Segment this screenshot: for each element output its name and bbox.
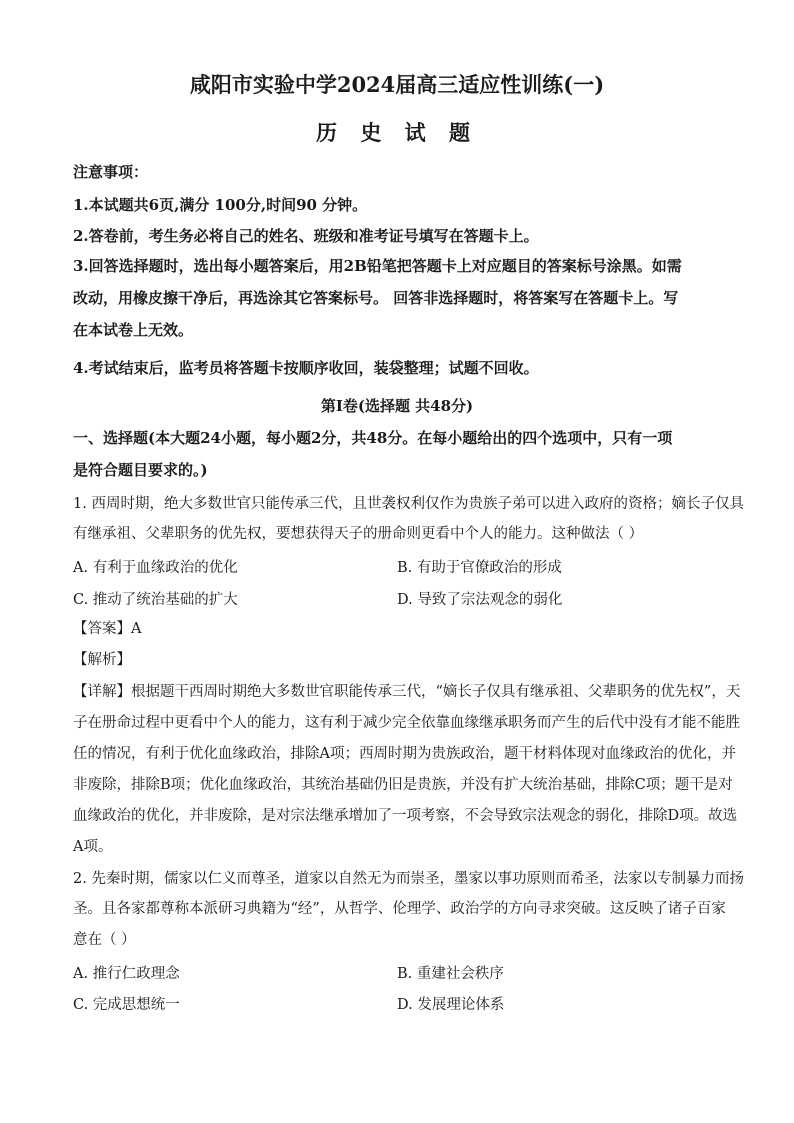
q1-detail-text-1: 根据题干西周时期绝大多数世官职能传承三代，“嫡长子仅具有继承祖、父辈职务的优先权”，天 [131, 684, 741, 700]
q2-option-c: C. 完成思想统一 [73, 997, 180, 1013]
notice-item-3-line-3: 在本试卷上无效。 [73, 321, 194, 339]
q1-detail-line-1 [73, 682, 741, 702]
q2-stem-line-3: 意在（ ） [73, 932, 136, 948]
q1-detail-line-5: 血缘政治的优化，并非废除，是对宗法继承增加了一项考察，不会导致宗法观念的弱化，排除D项。故选 [73, 808, 738, 824]
q2-stem-line-2: 圣。且各家都尊称本派研习典籍为“经”，从哲学、伦理学、政治学的方向寻求突破。这反映了诸子百家 [73, 901, 726, 917]
q1-stem-line-1: 1. 西周时期，绝大多数世官只能传承三代，且世袭权利仅作为贵族子弟可以进入政府的资格；嫡长子仅具 [73, 496, 744, 512]
answer-tag: 【答案】 [73, 621, 131, 637]
q1-detail-line-4: 非废除，排除B项；优化血缘政治，其统治基础仍旧是贵族，并没有扩大统治基础，排除C项；题干是对 [73, 777, 733, 793]
q2-stem-line-1: 2. 先秦时期，儒家以仁义而尊圣，道家以自然无为而崇圣，墨家以事功原则而希圣，法家以专制暴力而扬 [73, 871, 744, 887]
q1-option-a: A. 有利于血缘政治的优化 [73, 560, 238, 576]
q1-detail-line-3: 任的情况，有利于优化血缘政治，排除A项；西周时期为贵族政治，题干材料体现对血缘政治的优化，并 [73, 746, 736, 762]
q2-option-b: B. 重建社会秩序 [397, 966, 504, 982]
analysis-tag: 【解析】 [73, 652, 131, 668]
exam-subject: 历 史 试 题 [316, 120, 478, 145]
q1-answer-row [73, 619, 725, 639]
section-intro-line-2: 是符合题目要求的。) [73, 461, 208, 479]
notice-item-4: 4.考试结束后，监考员将答题卡按顺序收回，装袋整理；试题不回收。 [73, 359, 539, 377]
detail-tag: 【详解】 [73, 684, 131, 700]
q1-detail-line-6: A项。 [73, 839, 113, 855]
q1-detail-line-2: 子在册命过程中更看中个人的能力，这有利于减少完全依靠血缘继承职务而产生的后代中没有才能不能胜 [73, 715, 740, 731]
notice-item-3-line-2: 改动，用橡皮擦干净后，再选涂其它答案标号。 回答非选择题时，将答案写在答题卡上。写 [73, 289, 679, 307]
notice-item-2: 2.答卷前，考生务必将自己的姓名、班级和准考证号填写在答题卡上。 [73, 227, 539, 245]
exam-title: 咸阳市实验中学2024届高三适应性训练(一) [189, 72, 605, 97]
notice-heading: 注意事项： [73, 163, 149, 181]
q1-option-d: D. 导致了宗法观念的弱化 [397, 592, 563, 608]
q1-option-c: C. 推动了统治基础的扩大 [73, 592, 238, 608]
notice-item-1: 1.本试题共6页,满分 100分,时间90 分钟。 [73, 196, 368, 214]
q1-option-b: B. 有助于官僚政治的形成 [397, 560, 562, 576]
q1-stem-line-2: 有继承祖、父辈职务的优先权，要想获得天子的册命则更看中个人的能力。这种做法（ ） [73, 526, 644, 542]
section-intro-line-1: 一、选择题(本大题24小题，每小题2分，共48分。在每小题给出的四个选项中，只有一项 [73, 429, 673, 447]
q2-option-d: D. 发展理论体系 [397, 997, 505, 1013]
section-title: 第Ⅰ卷(选择题 共48分) [320, 397, 474, 415]
q2-option-a: A. 推行仁政理念 [73, 966, 180, 982]
notice-item-3-line-1: 3.回答选择题时，选出每小题答案后，用2B铅笔把答题卡上对应题目的答案标号涂黑。如需 [73, 257, 682, 275]
answer-value: A [131, 621, 142, 637]
